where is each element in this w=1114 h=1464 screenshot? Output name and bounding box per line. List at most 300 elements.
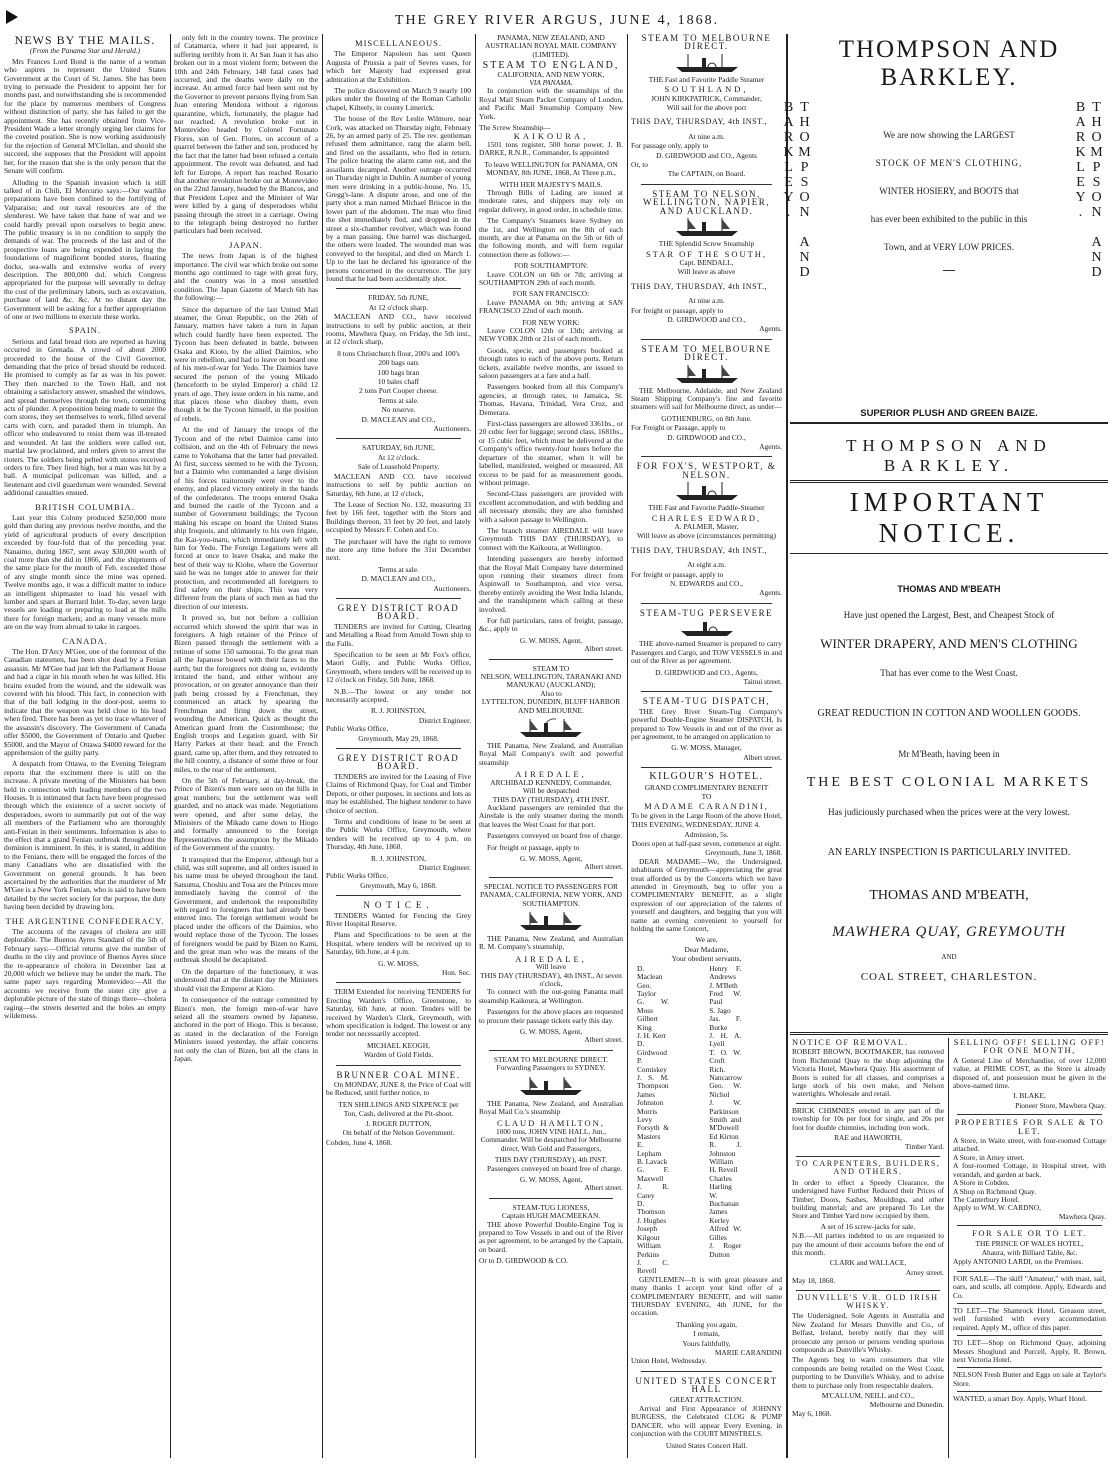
notice-line: To be given in the Large Room of the above Hotel, bbox=[631, 810, 782, 820]
notice-body: Intending passengers are hereby informed that the Royal Mail Company have determined upon running their steamers direct from Aspinwall to Southampton, and vice versa, thereby entirely avoiding the West India Islands, and the transhipment which calling at these involved. bbox=[479, 554, 623, 614]
route-heading: STEAM TO bbox=[532, 663, 570, 673]
signatory-name: William H. Revell bbox=[709, 1157, 738, 1175]
notice-body: In conjunction with the steamships of the Royal Mail Steam Packet Company of London, and Pacific Mail Steamship Company New York. bbox=[479, 86, 623, 121]
signatory-name: G. F. Maxwell bbox=[637, 1165, 670, 1183]
agent-name: D. GIRDWOOD and CO., Agents bbox=[656, 150, 757, 160]
notice-signature: D. MACLEAN and CO., bbox=[361, 414, 436, 424]
divider bbox=[641, 603, 772, 604]
signatory-name: Ed Kirton bbox=[709, 1131, 739, 1141]
notice-date: Greymouth, May 29, 1868. bbox=[358, 733, 439, 743]
ship-name: CLAUD HAMILTON, bbox=[497, 1118, 605, 1129]
divider bbox=[336, 288, 461, 289]
notice-role: Melbourne and Dunedin. bbox=[869, 1400, 944, 1410]
letter-line: We are, bbox=[695, 935, 718, 945]
list-item: A four-roomed Cottage, in Hospital street, with verandah, and garden at back. bbox=[953, 1161, 1106, 1179]
small-ads-right bbox=[953, 1038, 1106, 1406]
divider bbox=[796, 1156, 940, 1157]
signatory-name: J. S. M. Thompson bbox=[637, 1072, 670, 1091]
masthead bbox=[0, 0, 1114, 34]
advert-footer: SUPERIOR PLUSH AND GREEN BAIZE. bbox=[860, 408, 1038, 419]
signatory-name: J. H. Kerr bbox=[637, 1030, 667, 1040]
notice-line bbox=[479, 1257, 623, 1265]
concert-hall-name: UNITED STATES CONCERT HALL bbox=[635, 1375, 778, 1395]
route-subheading: FOR NEW YORK: bbox=[522, 317, 580, 327]
signatory-name: E. Lepham bbox=[637, 1140, 662, 1158]
hotel-benefit-notice bbox=[631, 773, 782, 1366]
signatory-name: Henry F. Andrews bbox=[709, 963, 742, 982]
agent-street: Albert street. bbox=[584, 1035, 623, 1045]
divider bbox=[336, 438, 461, 439]
signatory-name: W. Buchanan bbox=[709, 1190, 739, 1209]
advert-line: THE BEST COLONIAL MARKETS bbox=[806, 775, 1092, 790]
column-rule bbox=[475, 34, 476, 1458]
notice-body: THE Panama, New Zealand, and Australian Royal Mail Company's swift and powerful steamship bbox=[479, 741, 623, 767]
list-item: A Store, in Waite street, with four-roomed Cottage attached. bbox=[953, 1136, 1106, 1154]
notice-line: THIS DAY (THURSDAY), 4TH INST. bbox=[492, 794, 610, 804]
letter-line: Thanking you again, bbox=[676, 1319, 737, 1329]
notice-body: 1501 tons register, 500 horse power, J. B. DARKE, R.N.R., Commander, Is appointed bbox=[479, 139, 623, 158]
notice-intro: THE Splendid Screw Steamship bbox=[658, 239, 755, 249]
agent-street: Tainui street. bbox=[743, 676, 782, 686]
signatory-name: J. C. Revell bbox=[637, 1257, 670, 1276]
agent-name: G. W. MOSS, Agent, bbox=[519, 1174, 583, 1184]
advert-line: WINTER HOSIERY, and BOOTS that bbox=[879, 186, 1019, 196]
vertical-title-right: THOMPSON AND BARKLEY. bbox=[1073, 100, 1104, 280]
advertisement-column bbox=[781, 34, 1108, 1458]
commander-line: Capt. BENDALL, bbox=[679, 257, 734, 267]
letter-body: DEAR MADAME—We, the Undersigned, inhabitants of Greymouth—appreciating the great treat afforded us by the Concerts which we have attended in Greymouth, beg to offer you a COMPLIMENTARY BENEFIT, as a slight expression of our appreciation of the talents of yourself and daughters, and begging that you will name an evening convenient to yourself for holding the same Concert, bbox=[631, 856, 782, 934]
agent-street: Albert street. bbox=[584, 644, 623, 654]
signatory-name: B. Lavack bbox=[637, 1157, 668, 1167]
article-paragraph: It transpired that the Emperor, although but a child, was still supreme, and all orders issued in his name must be obeyed throughout the land. Satsuma, Choshiu and Tosa are the Princes more immediately having the control of the Government, and undertook the responsibility with regard to foreigners that had already been entered into. The foreign settlement would be placed under the officers of the Daimios, who would replace those of the Tycoon. The losses of foreigners would be paid by Bizen no Kami, and the great man who was the means of the outbreak should be decapitated. bbox=[174, 854, 318, 965]
notice-title: GREY DISTRICT ROAD BOARD. bbox=[337, 602, 460, 622]
signatory-name: D. Girdwood bbox=[637, 1039, 667, 1057]
classified-ad: NELSON Fresh Butter and Eggs on sale at Taylor's Store. bbox=[953, 1370, 1106, 1388]
letter-body: GENTLEMEN—It is with great pleasure and many thanks I accept your kind offer of a COMPLIMENTARY BENEFIT, and will name THURSDAY EVENING, 4th JUNE, for the occasion. bbox=[631, 1274, 782, 1318]
notice-body: In order to effect a Speedy Clearance, the undersigned have Further Reduced their Prices of Timber, Doors, Sashes, Mouldings, and other building material; and are prepared To Let the Store and Timber Yard now occupied by them. bbox=[792, 1177, 944, 1221]
notice-body: TENDERS Wanted for Fencing the Grey River Hospital Reserve. bbox=[326, 910, 471, 928]
notice-body: Specification to be seen at Mr Fox's office, Maori Gully, and Public Works Office, Greymouth, where tenders will be received up to 12 o'clock on Friday, 5th June, 1868. bbox=[326, 650, 471, 685]
notice-reserve: No reserve. bbox=[381, 405, 416, 415]
article-paragraph: The news from Japan is of the highest importance. The civil war which broke out some months ago continued to rage with great fury, and the country was in a most unsettled condition. The Japan Gazette of March 6th has the following:— bbox=[174, 251, 318, 303]
notice-title: NOTICE OF REMOVAL. bbox=[792, 1037, 909, 1047]
auction-notice bbox=[326, 294, 471, 433]
signatory-name: Fred W. Paul bbox=[709, 988, 742, 1007]
article-paragraph: At the end of January the troops of the Tycoon and of the rebel Daimios came into collision, and on the 4th of February the news came to Yokohama that the latter had prevailed. At first, success seemed to be with the Tycoon, but a Daimio who commanded a large division of his forces traitorously went over to the enemy, and placed victory entirely in the hands of the confederates. The troops entered Osaka and burned the castle of the Tycoon and a number of Government buildings; the Tycoon making his escape on board the United States ship Iroquois, and ultimately to his own frigate, the Kai-you-maru, which immediately left with him for Yedo. The Foreign Legations were all forced at once to leave Osaka, and make the best of their way to Kiobe, where the Governor said he was no longer able to answer for their protection, and recommended all foreigners to find safety on their ships. This was very different from the plans of such men as had the direction of our interests. bbox=[174, 425, 318, 611]
divider bbox=[336, 598, 461, 599]
notice-line: Will be despatched bbox=[522, 786, 580, 796]
advert-line: GREAT REDUCTION IN COTTON AND WOOLLEN GOODS. bbox=[817, 708, 1081, 719]
route-line: Also to bbox=[540, 688, 562, 698]
notice-title: Sale of Leasehold Property. bbox=[357, 462, 440, 472]
notice-line: For freight or passage, apply to bbox=[631, 305, 724, 315]
notice-body: Terms and conditions of lease to be seen at the Public Works Office, Greymouth, where tenders will be received up to 4 p.m. on Thursday, 4th June, 1868. bbox=[326, 816, 471, 852]
doors-open: Doors open at half-past seven, commence at eight. bbox=[631, 839, 782, 848]
signatory-name: G. W. Moss bbox=[637, 997, 670, 1015]
shipping-notice bbox=[631, 190, 782, 334]
agent-role: Agents. bbox=[759, 588, 782, 598]
whisky-notice bbox=[792, 1294, 944, 1419]
notice-terms: Terms at sale. bbox=[378, 395, 419, 405]
divider bbox=[489, 1050, 613, 1051]
notice-date: May 18, 1868. bbox=[792, 1276, 836, 1286]
departure-time: At nine a.m. bbox=[688, 131, 725, 141]
signatory-name: D. Maclean bbox=[637, 963, 663, 982]
article-heading: MISCELLANEOUS. bbox=[355, 38, 442, 48]
notice-body: N.B.—The lowest or any tender not necessarily accepted. bbox=[326, 686, 471, 705]
news-column-1 bbox=[4, 34, 166, 1458]
article-paragraph: Last year this Colony produced $250,000 more gold than during any previous twelve months, and the yield of agricultural products of every description exceeded by four-fold that of the preceding year. Nanaimo, during 1867, sent away $30,000 worth of coal more than she did in 1866, and the shipments of the same place for the month of Feb. exceeded those of any single month since the mine was opened. Twelve months ago, it was a difficult matter to induce an intelligent shipmaster to load his vessel with lumber and spars at Burrard Inlet. To-day, seven large vessels are loading or preparing to load at the mills there for foreign markets; and as many vessels more are on the way from abroad to take in cargoes. bbox=[4, 512, 166, 632]
divider bbox=[957, 1367, 1102, 1368]
coal-mine-notice bbox=[326, 1071, 471, 1147]
signatory-name: Rich. Nancarrow bbox=[709, 1064, 743, 1082]
advert-line: THOMAS AND M'BEATH bbox=[897, 584, 1001, 594]
signatory-name: T. O. W. Croft bbox=[709, 1047, 742, 1066]
divider bbox=[489, 1198, 613, 1199]
departure-day: THIS DAY, THURSDAY, 4th INST., bbox=[631, 117, 768, 127]
signatory-name: J. Roger Dutton bbox=[709, 1241, 742, 1259]
divider bbox=[336, 748, 461, 749]
letter-line: Yours faithfully, bbox=[682, 1338, 731, 1348]
notice-signature: G. W. MOSS, bbox=[378, 958, 419, 968]
signatory-name: J. M'Beth bbox=[709, 980, 738, 990]
notice-signature: J. ROGER DUTTON, bbox=[365, 1118, 432, 1128]
signatory-name: William Perkins bbox=[637, 1241, 661, 1259]
ship-name: STAR OF THE SOUTH, bbox=[645, 248, 768, 259]
advert-title: THOMPSON AND BARKLEY. bbox=[838, 36, 1060, 91]
signatory-name: James Kerley bbox=[709, 1207, 730, 1225]
article-paragraph: only felt in the country towns. The province of Catamarca, where it had just appeared, is suffering terribly from it. At San Juan it has also broken out in a most violent form; between the 10th and 24th February, 148 fatal cases had occurred, and the deaths were daily on the increase. An armed force had been sent out by the Governor to prevent persons flying from San Juan entering Mendoza without a rigorous quarantine, which, fortunately, the plague had not reached. A revolution broke out in Montevideo headed by Colonel Fortunato Flores, son of Gen. Flores, on account of a quarrel between the father and son, produced by the fact that the latter had been refused a certain appointment. The revolt was defeated, and had left for Europe. A report has reached Rosario that another revolution broke out at Montevideo on the 22nd January, headed by the Blancos, and that President Lopez and the Minister of War were killed by a gang of desperadoes whilst passing through the street in a carriage. Owing to the telegraph being destroyed no further particulars had been received. bbox=[174, 33, 319, 236]
route-line: Forwarding Passengers to SYDNEY. bbox=[496, 1063, 606, 1073]
agent-street: Albert street. bbox=[584, 862, 623, 872]
signatory-name: J. Hughes bbox=[637, 1215, 667, 1225]
divider bbox=[336, 1065, 461, 1066]
divider bbox=[641, 184, 772, 185]
advert-line: Mr M'Beath, having been in bbox=[898, 749, 1000, 759]
notice-title: GREY DISTRICT ROAD BOARD. bbox=[337, 753, 460, 772]
article-paragraph: The house of the Rev Leslie Wilmore, near Cork, was attacked on Thursday night, February 26, by an armed party of 25. The rev. gentleman refused them admittance, rang the alarm bell, and fired on the assailants, who fled in return. The police hearing the alarm came out, and the assailants decamped. Another outrage occurred on Thursday night in Dublin. A number of young men were drinking in a public-house, No. 15, Gregg's-lane. A dispute arose, and one of the party shot a man named Michael Briscoe in the lower part of the abdomen. The man who fired the shot immediately fled, and dropped in the street a six-chamber revolver, which was found by a man passing. One barrel was discharged, the others were loaded. The wounded man was conveyed to the hospital, and died on March 1. Up to the last he declared his ignorance of the persons concerned in the occurrence. The jury found that he had been accidentally shot. bbox=[326, 114, 472, 283]
shipping-notice bbox=[631, 345, 782, 452]
notice-time: At 12 o'clock sharp. bbox=[368, 302, 429, 312]
route-line: VIA PANAMA. bbox=[529, 78, 573, 88]
agent-name: G. W. MOSS, Agent, bbox=[519, 635, 583, 645]
concert-place: United States Concert Hall. bbox=[665, 1440, 748, 1450]
divider bbox=[957, 1391, 1102, 1392]
divider bbox=[489, 877, 613, 878]
signatory-name: Joseph Kilgour bbox=[637, 1224, 660, 1242]
notice-signature: M'CALLUM, NEILL and CO., bbox=[821, 1391, 915, 1401]
divider bbox=[957, 1114, 1102, 1115]
departure-time: At nine a.m. bbox=[688, 296, 725, 306]
signatory-name: Charles Harling bbox=[709, 1173, 732, 1192]
newspaper-masthead: THE GREY RIVER ARGUS, JUNE 4, 1868. bbox=[394, 13, 720, 28]
notice-line: THIS DAY (THURSDAY), 4th INST. bbox=[494, 1155, 608, 1165]
steamship-illustration bbox=[516, 1075, 586, 1097]
notice-office: Public Works Office, bbox=[326, 724, 389, 734]
signatories-left bbox=[637, 965, 704, 1276]
route-heading: STEAM TO MELBOURNE DIRECT. bbox=[641, 343, 772, 363]
ship-name: AIREDALE, bbox=[515, 953, 587, 964]
thompson-barkley-advert bbox=[781, 92, 1108, 424]
column-rule bbox=[170, 34, 171, 1458]
advert-line: Have just opened the Largest, Best, and Cheapest Stock of bbox=[843, 610, 1055, 620]
benefit-title: GRAND COMPLIMENTARY BENEFIT bbox=[644, 782, 769, 792]
letter-line: I remain, bbox=[693, 1329, 720, 1339]
notice-body: To connect with the out-going Panama mail steamship Kaikoura, at Wellington. bbox=[479, 987, 623, 1005]
notice-intro: THE Fast and Favorite Paddle-Steamer bbox=[648, 503, 765, 513]
road-board-notice bbox=[326, 604, 471, 743]
steamship-illustration bbox=[672, 481, 742, 501]
agent-name: G. W. MOSS, Manager, bbox=[671, 743, 742, 753]
notice-body: Plans and Specifications to be seen at the Hospital, where tenders will be received up to Saturday, 6th June, at 4 p.m. bbox=[326, 930, 471, 957]
signatory-name: R. J. Johnston bbox=[709, 1140, 742, 1158]
notice-body: Apply ANTONIO LARDI, on the Premises. bbox=[953, 1257, 1084, 1267]
notice-signature: R. J. JOHNSTON, bbox=[370, 706, 427, 716]
tug-captain: Captain HUGH MACMEEKAN. bbox=[501, 1211, 601, 1221]
auction-notice bbox=[326, 444, 471, 593]
list-item: A Store, in Arney street. bbox=[953, 1152, 1025, 1162]
signatory-name: Alfred W. Gilles bbox=[709, 1224, 742, 1242]
agent-name: D. GIRDWOOD & CO. bbox=[496, 1256, 568, 1266]
or-to-label: Or to bbox=[479, 1256, 495, 1266]
notice-body: MACLEAN AND CO., have received instructions to sell by public auction, at their rooms, Mawhera Quay, on Friday, the 5th inst., at 12 o'clock sharp, bbox=[326, 312, 471, 347]
advert-line: WINTER DRAPERY, AND MEN'S CLOTHING bbox=[820, 636, 1078, 651]
letter-line: Dear Madame, bbox=[684, 944, 729, 954]
article-paragraph: The Emperor Napoleon has sent Queen Augusta of Prussia a pair of Sevres vases, for which her Majesty had expressed great admiration at the Exhibition. bbox=[326, 49, 471, 84]
commander-line: ARCHIBALD KENNEDY, Commander, bbox=[490, 777, 612, 787]
advert-title: THOMPSON AND BARKLEY. bbox=[846, 436, 1052, 475]
signatory-name: Geo. W. Nichol bbox=[709, 1081, 742, 1099]
classified-ad: TO LET—The Shamrock Hotel, Greason street, well furnished with every accommodation required. Apply M., office of this paper. bbox=[953, 1305, 1106, 1332]
notice-title: NOTICE. bbox=[363, 900, 434, 911]
steamship-illustration bbox=[672, 364, 742, 384]
article-paragraph: Since the departure of the last United Mail steamer, the Great Republic, on the 26th of January, matters have taken a turn in Japan which could hardly have been expected. The Tycoon has been defeated in battle, between Osaka and Kioto, by the allied Daimios, who were in rebellion, and had to leave on board one of his men-of-war for Yedo. The Daimios have secured the person of the young Mikado (henceforth to be styled Emperor) a child 12 years of age. They issue orders in his name, and that places those who disobey them, even though it be the Tycoon himself, in the position of rebels. bbox=[174, 304, 318, 423]
article-heading: BRITISH COLUMBIA. bbox=[35, 501, 135, 512]
signatory-name: James Johnston bbox=[637, 1089, 664, 1108]
notice-title: BRUNNER COAL MINE. bbox=[336, 1069, 461, 1080]
signatory-name: Jas. F. Burke bbox=[709, 1014, 742, 1032]
company-limited: (LIMITED). bbox=[532, 49, 570, 59]
notice-title: DUNVILLE'S V.R. OLD IRISH WHISKY. bbox=[797, 1292, 939, 1310]
small-ads-left bbox=[792, 1038, 944, 1422]
notice-line: A set of 16 screw-jacks for sale. bbox=[820, 1221, 916, 1231]
advert-body bbox=[824, 112, 1074, 277]
signatory-name: Geo. Taylor bbox=[637, 980, 657, 998]
ship-name: GOTHENBURG, on 8th June. bbox=[661, 413, 752, 423]
notice-body: Passengers conveyed on board free of charge. bbox=[487, 1163, 623, 1173]
notice-line: The Screw Steamship— bbox=[479, 123, 551, 133]
ship-name: CHARLES EDWARD, bbox=[651, 512, 762, 523]
column-rule bbox=[786, 34, 788, 1458]
divider bbox=[641, 339, 772, 340]
notice-body: Leave COLON 12th or 13th; arriving at NEW YORK 20th or 21st of each month. bbox=[479, 326, 623, 344]
notice-line: WITH HER MAJESTY'S MAILS. bbox=[499, 179, 603, 189]
notice-signature: CLARK and WALLACE, bbox=[829, 1258, 907, 1268]
notice-body: THE Panama, New Zealand, and Australian Royal Mail Co.'s steamship bbox=[479, 1098, 623, 1117]
ship-name: KAIKOURA, bbox=[513, 131, 589, 142]
signatory-name: J. H. A. Lyell bbox=[709, 1030, 742, 1049]
news-column-2 bbox=[174, 34, 318, 1458]
advert-line: COAL STREET, CHARLESTON. bbox=[860, 971, 1038, 983]
notice-body: Passengers for the above places are requested to procure their passage tickets early this day. bbox=[479, 1007, 623, 1025]
steamship-illustration bbox=[672, 217, 742, 237]
notice-line: Will leave bbox=[535, 962, 567, 972]
tug-name: STEAM-TUG PERSEVERE bbox=[639, 607, 774, 618]
notice-body: THE Panama, New Zealand, and Australian R. M. Company's steamship, bbox=[479, 933, 623, 952]
divider bbox=[641, 767, 772, 768]
notice-line: Or, to bbox=[631, 160, 648, 170]
list-item: A Store in Cobden. bbox=[953, 1178, 1010, 1188]
performer-name: MADAME CARANDINI, bbox=[644, 801, 769, 812]
item-line: 2 tons Port Cooper cheese. bbox=[358, 386, 439, 396]
concert-subtitle: GREAT ATTRACTION. bbox=[669, 1394, 744, 1404]
steamship-illustration bbox=[516, 717, 586, 739]
notice-line: For passage only, apply to bbox=[631, 141, 709, 151]
notice-role: Timber Yard. bbox=[905, 1142, 944, 1152]
news-column-3 bbox=[326, 34, 471, 1458]
selling-off-notice bbox=[953, 1038, 1106, 1110]
notice-body: The purchaser will have the right to remove the store any time before the 31st December next. bbox=[326, 536, 471, 563]
advert-line: AND bbox=[941, 953, 957, 961]
notice-role: On behalf of the Nelson Government. bbox=[342, 1128, 455, 1138]
steamship-illustration bbox=[516, 910, 586, 932]
notice-date: Greymouth, May 6, 1868. bbox=[360, 880, 437, 890]
route-subheading: FOR SAN FRANCISCO: bbox=[512, 289, 590, 299]
notice-date: May 6, 1868. bbox=[792, 1408, 832, 1418]
signatory-name: J. W. Parkinson bbox=[709, 1098, 742, 1116]
departure-day: THIS DAY, THURSDAY, 4th INST., bbox=[631, 545, 768, 555]
route-heading: STEAM TO NELSON, WELLINGTON, NAPIER, AND AUCKLAND. bbox=[642, 188, 771, 216]
signatories-right bbox=[709, 965, 776, 1276]
letter-signature: MARIE CARANDINI bbox=[714, 1347, 782, 1357]
signatory-name: P. Comiskey bbox=[637, 1056, 667, 1074]
apply-label: Apply to bbox=[953, 1203, 980, 1213]
notice-line: Will leave as above (circumstances permitting) bbox=[636, 531, 777, 541]
notice-body: The Lease of Section No. 132, measuring 33 feet by 166 feet, together with the Store and Buildings thereon, 33 feet by 20 feet, and lately occupied by Messrs F. Cohen and Co. bbox=[326, 499, 471, 535]
notice-body: THE above Powerful Double-Engine Tug is prepared to Tow Vessels in and out of the River as per agreement, to be arranged by the Captain, on board. bbox=[479, 1219, 623, 1254]
notice-role: District Engineer. bbox=[418, 862, 471, 872]
notice-title: TO CARPENTERS, BUILDERS, AND OTHERS. bbox=[795, 1158, 941, 1177]
company-name: PANAMA, NEW ZEALAND, AND AUSTRALIAN ROYAL MAIL COMPANY bbox=[484, 33, 617, 51]
notice-body: The branch steamer AIREDALE will leave Greymouth THIS DAY (THURSDAY), to connect with the Kaikoura, at Wellington. bbox=[479, 525, 623, 552]
list-item: A Shop on Richmond Quay. bbox=[953, 1186, 1037, 1196]
departure-time: At eight a.m. bbox=[687, 560, 726, 570]
route-heading: FOR FOX'S, WESTPORT, & NELSON. bbox=[636, 461, 777, 480]
advert-line: We are now showing the LARGEST bbox=[883, 130, 1015, 140]
mbeath-advert bbox=[790, 584, 1108, 983]
article-heading: CANADA. bbox=[62, 635, 108, 646]
notice-date: Cobden, June 4, 1868. bbox=[326, 1137, 393, 1147]
properties-notice bbox=[953, 1118, 1106, 1221]
column-rule bbox=[627, 34, 628, 1458]
agent-name: G. W. MOSS, Agent, bbox=[519, 853, 583, 863]
route-heading: STEAM TO MELBOURNE DIRECT. bbox=[493, 1054, 609, 1064]
notice-terms: Terms at sale. bbox=[378, 564, 419, 574]
notice-intro: THE Melbourne, Adelaide, and New Zealand Steam Shipping Company's fine and favorite steamers will sail for Melbourne direct, as under— bbox=[631, 385, 782, 412]
letter-place: Union Hotel, Wednesday. bbox=[631, 1356, 707, 1366]
timber-notice bbox=[792, 1160, 944, 1286]
divider bbox=[957, 1335, 1102, 1336]
column-rule bbox=[322, 34, 323, 1458]
agent-name: The CAPTAIN, on Board. bbox=[667, 169, 746, 179]
tug-notice bbox=[631, 609, 782, 686]
article-paragraph: Mrs Frances Lord Bond is the name of a woman who aspires to represent the United States Government at the Court of St. James. She has been trying to persuade the President to appoint her for months past, and notwithstanding she is recommended for the place by numerous members of Congress without distinction of party, she has failed to get the appointment. She has recently obtained from Vice-President Wade a letter strongly urging her claims for the coveted position. She is now working assiduously for the rejection of General M'Clellan, and should she succeed, she supposes that the President will appoint her, for the reason that she is the only person that the Senate will confirm. bbox=[4, 56, 166, 176]
notice-time: At 12 o'clock. bbox=[377, 452, 420, 462]
notice-role: Mawhera Quay. bbox=[1058, 1211, 1106, 1221]
notice-body: THE above-named Steamer is prepared to carry Passengers and Cargo, and TOW VESSELS in and out of the River as per agreement. bbox=[631, 639, 782, 666]
divider bbox=[641, 456, 772, 457]
notice-role: District Engineer. bbox=[418, 715, 471, 725]
agent-name: D. GIRDWOOD and CO., bbox=[667, 314, 746, 324]
advert-line: THOMAS AND M'BEATH, bbox=[869, 888, 1029, 903]
route-subheading: FOR SOUTHAMPTON: bbox=[514, 261, 588, 271]
article-heading: SPAIN. bbox=[69, 325, 101, 336]
notice-line: Ahaura, with Billiard Table, &c. bbox=[981, 1247, 1078, 1257]
notice-body: Arrival and First Appearance of JOHNNY BURGESS, the Celebrated CLOG & PUMP DANCER, who will appear Every Evening, in conjunction with the COURT MINSTRELS. bbox=[631, 1404, 782, 1439]
concert-notice bbox=[631, 1377, 782, 1450]
notice-body: Passengers booked from all this Company's agencies, at through rates, to Jamaica, St. Thomas, Havana, Trinidad, Vera Cruz, and Demerara. bbox=[479, 382, 623, 417]
notice-body: Second-Class passengers are provided with excellent accommodation, and with bedding and all necessary utensils; they are also furnished with a saloon passage to Wellington. bbox=[479, 489, 623, 524]
agent-name: G. W. MOSS, Agent, bbox=[519, 1027, 583, 1037]
advert-line: Town, and at VERY LOW PRICES. bbox=[884, 242, 1014, 252]
agent-role: Agents. bbox=[759, 442, 782, 451]
route-line: NELSON, WELLINGTON, TARANAKI AND MANUKAU (AUCKLAND); bbox=[480, 672, 622, 690]
divider bbox=[489, 659, 613, 660]
ship-name: AIREDALE, bbox=[515, 769, 587, 780]
notice-role: Pioneer Store, Mawhera Quay. bbox=[1015, 1100, 1106, 1110]
classified-ad: WANTED, a smart Boy. Apply, Wharf Hotel. bbox=[953, 1394, 1087, 1404]
notice-line: For freight or passage, apply to bbox=[631, 569, 724, 579]
notice-body: Leave COLON on 6th or 7th; arriving at SOUTHAMPTON 29th of each month. bbox=[479, 269, 623, 287]
tug-name: STEAM-TUG LIONESS, bbox=[512, 1202, 590, 1212]
notice-body: On MONDAY, JUNE 8, the Price of Coal will be Reduced, until further notice, to bbox=[326, 1080, 471, 1098]
hospital-notice bbox=[326, 901, 471, 977]
removal-notice bbox=[792, 1038, 944, 1099]
notice-signature: D. MACLEAN and CO., bbox=[361, 574, 436, 584]
road-board-notice bbox=[326, 754, 471, 890]
commander-line: A. PALMER, Master, bbox=[674, 522, 739, 532]
notice-body: The Company's Steamers leave Sydney on the 1st, and Wellington on the 8th of each month; are due at Panama on the 5th or 6th of the following month, and will form regular connection there as follows:— bbox=[479, 216, 623, 259]
signatory-name: D. Thomson bbox=[637, 1199, 665, 1217]
notice-line: For Freight or Passage, apply to bbox=[631, 423, 726, 433]
advert-line: STOCK OF MEN'S CLOTHING, bbox=[875, 158, 1023, 168]
shipping-column-2 bbox=[631, 34, 782, 1458]
vertical-title-left: THOMPSON AND BARKLEY. bbox=[781, 100, 812, 280]
notice-body: MACLEAN AND CO. have received instructions to sell by public auction on Saturday, 6th June, at 12 o'clock, bbox=[326, 471, 471, 498]
steam-tug-illustration bbox=[677, 619, 737, 637]
shipping-column-1 bbox=[479, 34, 623, 1458]
advert-line: MAWHERA QUAY, GREYMOUTH bbox=[832, 924, 1066, 940]
admission: Admission, 5s. bbox=[684, 829, 729, 839]
notice-body: The Undersigned, Sole Agents in Australia and New Zealand for Messrs Dunville and Co., of Belfast, Ireland, hereby notify that they will prosecute any person or persons vending spurious compounds as Dunville's Whisky. bbox=[792, 1311, 944, 1354]
item-line: 200 bags oats bbox=[378, 358, 419, 368]
notice-body: THE Grey River Steam-Tug Company's powerful Double-Engine Steamer DISPATCH, Is prepared to Tow Vessels in and out of the river as per agreement, to be arranged on application to bbox=[631, 706, 782, 741]
route-heading: STEAM TO MELBOURNE DIRECT. bbox=[641, 33, 772, 52]
shipping-notice bbox=[631, 34, 782, 179]
divider bbox=[641, 1371, 772, 1372]
notice-body: The Agents beg to warn consumers that vile compounds are being retailed on the West Coast, purporting to be Dunville's Whisky, and to advise them to purchase only from respectable dealers. bbox=[792, 1355, 944, 1390]
special-notice-heading: SPECIAL NOTICE TO PASSENGERS FOR PANAMA, CALIFORNIA, NEW YORK, AND SOUTHAMPTON. bbox=[479, 881, 622, 908]
hotel-sale-notice bbox=[953, 1229, 1106, 1267]
article-paragraph: The police discovered on March 9 nearly 100 pikes under the flooring of the Roman Catholic chapel, Kilteely, in county Limerick. bbox=[326, 86, 471, 112]
notice-body: Auckland passengers are reminded that the Airedale is the only steamer during the month that leaves the West Coast for that port. bbox=[479, 802, 623, 829]
notice-body: First-class passengers are allowed 3361bs., or 20 cubic feet for luggage; second class, 1681bs., or 15 cubic feet, which must be delivered at the Company's office twenty-four hours before the departure of the steamer, when it will be labelled, manifested, weighed or measured. All excess to be paid for as measurement goods, without primage. bbox=[479, 419, 623, 487]
agent-name: D. GIRDWOOD and CO., Agents, bbox=[655, 667, 758, 677]
notice-office: Public Works Office, bbox=[326, 871, 389, 881]
article-paragraph: Alluding to the Spanish invasion which is still talked of in Chili, El Mercurio says:—Our warlike preparations have been confined to the fortifying of Valparaiso; and our naval resources are of the slenderest. We have taken that bane of war and we could hardly prevail upon ourselves to begin anew. The public treasury is in no condition to supply the demands of war. The proceeds of the last and of the prospective loans are being expended in laying the foundations of magnificent bonded stores, floating docks, sea-walls and extensive works of every description. The 800,000 dol. which Congress appropriated for the purpose will severally to defray the cost of the preliminary labors, such as excavation, purchase of land &c. &c. At no distant day the Government will be asking for a further appropriation of one or two millions to execute these works. bbox=[4, 177, 166, 321]
notice-title: SELLING OFF! SELLING OFF! FOR ONE MONTH, bbox=[953, 1037, 1106, 1056]
notice-price: TEN SHILLINGS AND SIXPENCE per bbox=[338, 1099, 459, 1109]
